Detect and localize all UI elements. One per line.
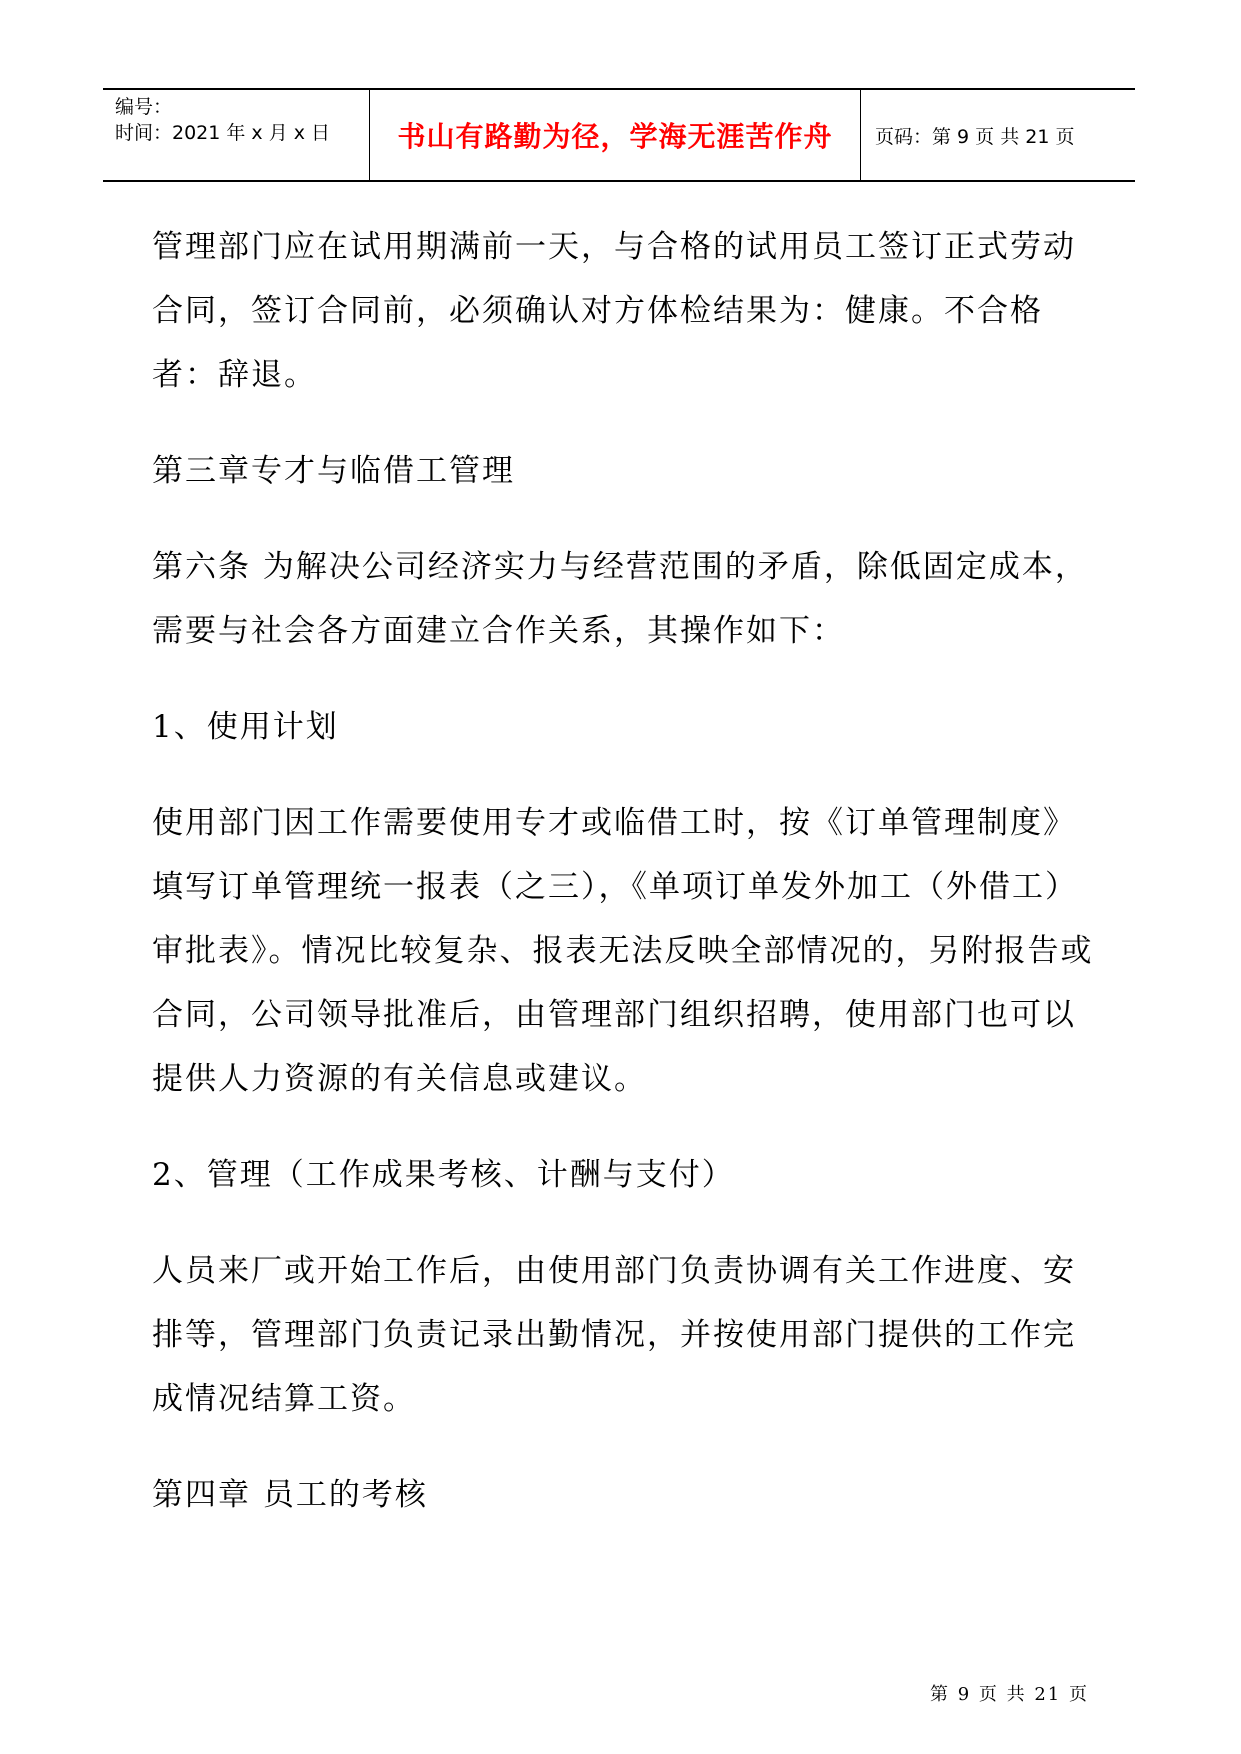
- section-heading: 1、使用计划: [152, 709, 339, 745]
- header-page-info: 页码：第 9 页 共 21 页: [875, 125, 1075, 148]
- paragraph: 管理部门应在试用期满前一天，与合格的试用员工签订正式劳动合同，签订合同前，必须确认对方体检结果为：健康。不合格者：辞退。: [152, 229, 1076, 393]
- section-heading: 2、管理（工作成果考核、计酬与支付）: [152, 1157, 735, 1193]
- chapter-heading: 第三章专才与临借工管理: [152, 453, 515, 489]
- document-body: [152, 215, 1102, 1559]
- paragraph: 人员来厂或开始工作后，由使用部门负责协调有关工作进度、安排等，管理部门负责记录出勤情况，并按使用部门提供的工作完成情况结算工资。: [152, 1253, 1076, 1417]
- number-label: 编号：: [115, 96, 173, 118]
- chapter-heading: 第四章 员工的考核: [152, 1477, 428, 1513]
- header-motto: 书山有路勤为径，学海无涯苦作舟: [369, 90, 861, 180]
- date-label: 时间：2021 年 x 月 x 日: [115, 122, 331, 144]
- paragraph: 使用部门因工作需要使用专才或临借工时，按《订单管理制度》填写订单管理统一报表（之三），《单项订单发外加工（外借工）审批表》。情况比较复杂、报表无法反映全部情况的，另附报告或合同，公司领导批准后，由管理部门组织招聘，使用部门也可以提供人力资源的有关信息或建议。: [152, 805, 1094, 1097]
- paragraph: 第六条 为解决公司经济实力与经营范围的矛盾，除低固定成本，需要与社会各方面建立合作关系，其操作如下：: [152, 549, 1088, 649]
- header-meta: [103, 90, 369, 180]
- page-footer: 第 9 页 共 21 页: [930, 1684, 1089, 1705]
- document-header: [103, 88, 1135, 182]
